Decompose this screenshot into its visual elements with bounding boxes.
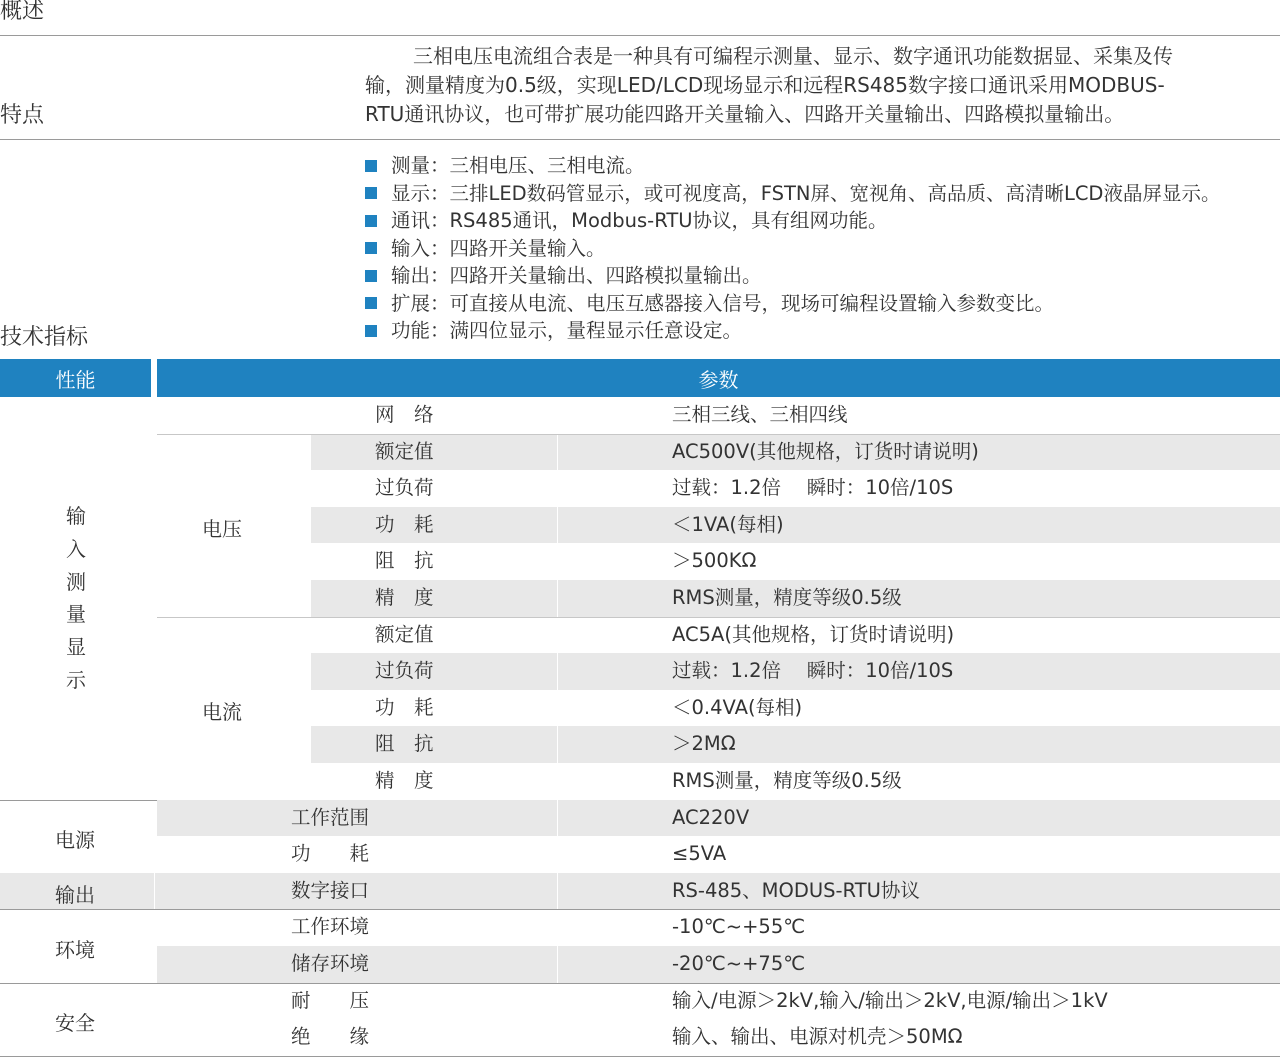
spec-bullet xyxy=(362,290,1220,318)
param-name: 功 耗 xyxy=(375,695,434,719)
param-name: 功 耗 xyxy=(375,512,434,536)
param-value: AC500V(其他规格，订货时请说明) xyxy=(672,439,979,463)
param-value: 输入、输出、电源对机壳＞50MΩ xyxy=(672,1025,963,1049)
spec-bullet xyxy=(362,317,1220,345)
spec-bullet xyxy=(362,180,1220,208)
bullet-square-icon xyxy=(365,187,377,199)
group-label: 环境 xyxy=(55,938,95,962)
spec-bullet-text: 输出：四路开关量输出、四路模拟量输出。 xyxy=(391,264,762,287)
spec-bullet xyxy=(362,207,1220,235)
param-value: AC5A(其他规格，订货时请说明) xyxy=(672,622,955,646)
row-separator xyxy=(557,800,558,837)
row-divider xyxy=(157,434,1280,435)
features-line: 三相电压电流组合表是一种具有可编程示测量、显示、数字通讯功能数据显、采集及传 xyxy=(413,44,1173,68)
param-name: 精 度 xyxy=(375,586,434,609)
features-line: RTU通讯协议，也可带扩展功能四路开关量输入、四路开关量输出、四路模拟量输出。 xyxy=(365,102,1125,126)
row-separator xyxy=(154,873,155,910)
overview-title: 概述 xyxy=(0,0,45,24)
spec-bullet-text: 功能：满四位显示，量程显示任意设定。 xyxy=(391,319,743,342)
param-value: 过载：1.2倍 瞬时：10倍/10S xyxy=(672,476,954,500)
param-value: 三相三线、三相四线 xyxy=(672,403,848,426)
param-name: 额定值 xyxy=(375,622,434,646)
divider xyxy=(0,35,1280,36)
features-line: 输，测量精度为0.5级，实现LED/LCD现场显示和远程RS485数字接口通讯采用MODBUS- xyxy=(365,73,1165,97)
param-name: 过负荷 xyxy=(375,476,434,500)
param-value: RS-485、MODUS-RTU协议 xyxy=(672,878,920,902)
divider xyxy=(0,139,1280,140)
spec-bullet-text: 通讯：RS485通讯，Modbus-RTU协议，具有组网功能。 xyxy=(391,209,888,232)
spec-bullet xyxy=(362,152,1220,180)
features-paragraph xyxy=(365,42,1173,129)
row-separator xyxy=(557,507,558,544)
row-band xyxy=(311,507,1280,544)
row-divider xyxy=(157,617,1280,618)
param-name: 耐 压 xyxy=(291,988,370,1012)
spec-bullet xyxy=(362,235,1220,263)
row-separator xyxy=(557,653,558,690)
bullet-square-icon xyxy=(365,325,377,337)
bullet-square-icon xyxy=(365,160,377,172)
input-group-label-char: 测 xyxy=(66,569,86,594)
param-value: AC220V xyxy=(672,805,750,829)
input-group-label xyxy=(61,500,91,696)
param-name: 额定值 xyxy=(375,439,434,463)
bullet-square-icon xyxy=(365,270,377,282)
param-value: ＜1VA(每相) xyxy=(672,512,784,536)
param-name: 绝 缘 xyxy=(291,1025,370,1049)
features-title: 特点 xyxy=(0,103,45,128)
table-header-performance: 性能 xyxy=(0,359,151,397)
row-separator xyxy=(557,946,558,983)
param-name: 功 耗 xyxy=(291,842,370,866)
param-name: 储存环境 xyxy=(291,952,370,975)
param-name: 网 络 xyxy=(375,403,434,426)
param-name: 工作范围 xyxy=(291,805,370,829)
input-group-label-char: 输 xyxy=(66,504,86,529)
group-label: 输出 xyxy=(55,883,95,908)
param-value: -10℃~+55℃ xyxy=(672,915,806,939)
param-name: 数字接口 xyxy=(291,878,370,902)
row-separator xyxy=(557,580,558,617)
input-group-label-char: 示 xyxy=(66,667,86,692)
param-name: 精 度 xyxy=(375,769,434,792)
group-label: 电源 xyxy=(55,828,95,853)
current-label: 电流 xyxy=(202,700,242,725)
input-group-label-char: 入 xyxy=(66,536,86,561)
voltage-label: 电压 xyxy=(202,517,242,542)
spec-bullet-text: 输入：四路开关量输入。 xyxy=(391,236,606,260)
param-value: ＞2MΩ xyxy=(672,732,736,756)
spec-bullet-text: 扩展：可直接从电流、电压互感器接入信号，现场可编程设置输入参数变比。 xyxy=(391,291,1055,315)
row-band xyxy=(0,873,1280,910)
spec-bullet-text: 测量：三相电压、三相电流。 xyxy=(391,154,645,177)
bullet-square-icon xyxy=(365,215,377,227)
param-value: ≤5VA xyxy=(672,842,727,866)
bullet-square-icon xyxy=(365,242,377,254)
bullet-square-icon xyxy=(365,297,377,309)
param-value: ＞500KΩ xyxy=(672,549,757,573)
group-divider xyxy=(0,909,1280,910)
param-name: 阻 抗 xyxy=(375,732,434,756)
specs-title: 技术指标 xyxy=(0,325,89,350)
param-value: 输入/电源＞2kV,输入/输出＞2kV,电源/输出＞1kV xyxy=(672,988,1108,1012)
row-separator xyxy=(557,873,558,910)
group-label: 安全 xyxy=(55,1011,95,1036)
specs-bullet-list xyxy=(362,152,1220,345)
param-value: 过载：1.2倍 瞬时：10倍/10S xyxy=(672,659,954,683)
table-header-params: 参数 xyxy=(157,359,1280,397)
param-value: RMS测量，精度等级0.5级 xyxy=(672,586,902,609)
spec-bullet xyxy=(362,262,1220,290)
input-group-label-char: 量 xyxy=(66,602,86,627)
param-name: 过负荷 xyxy=(375,659,434,683)
param-value: ＜0.4VA(每相) xyxy=(672,695,803,719)
param-name: 阻 抗 xyxy=(375,549,434,573)
param-name: 工作环境 xyxy=(291,915,370,939)
row-separator xyxy=(557,726,558,763)
input-group-label-char: 显 xyxy=(66,635,86,659)
param-value: -20℃~+75℃ xyxy=(672,952,806,975)
row-band xyxy=(311,726,1280,763)
param-value: RMS测量，精度等级0.5级 xyxy=(672,769,902,792)
row-separator xyxy=(557,434,558,471)
spec-bullet-text: 显示：三排LED数码管显示，或可视度高，FSTN屏、宽视角、高品质、高清晰LCD液晶屏显示。 xyxy=(391,181,1221,205)
